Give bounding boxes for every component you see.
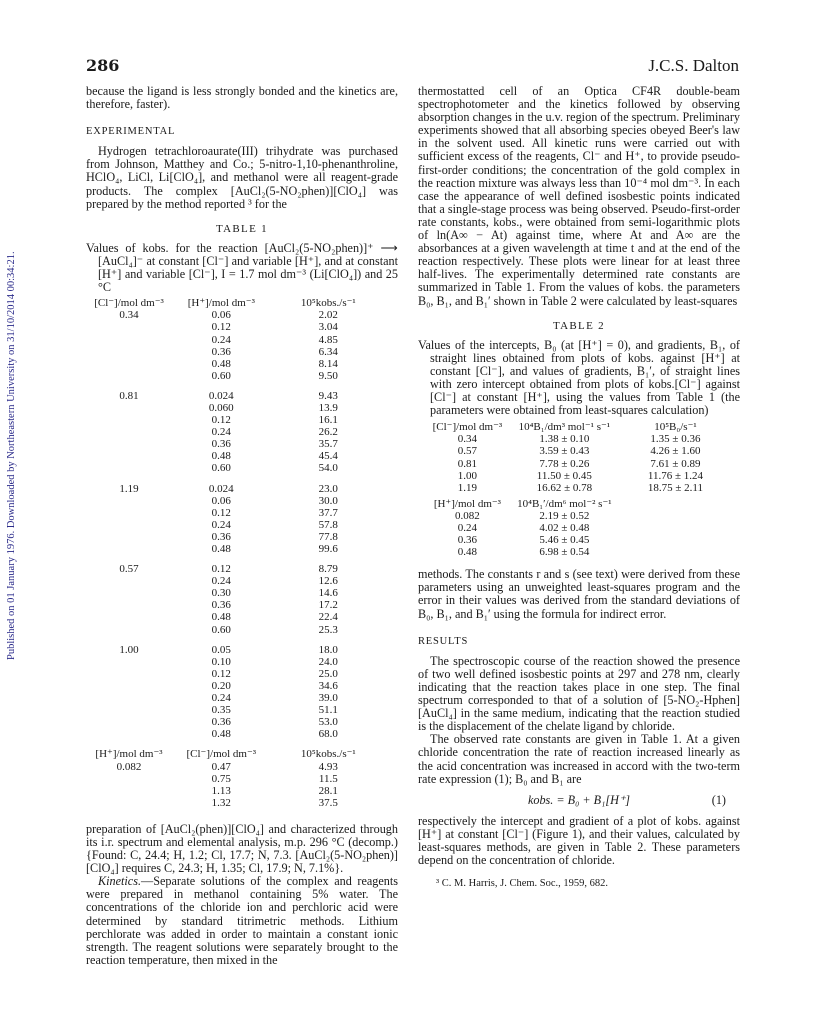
- table-row: [86, 555, 386, 575]
- table2-cell-h: 0.082: [455, 509, 480, 522]
- table1-cell-cl: 1.00: [119, 643, 139, 656]
- table1: [86, 297, 386, 809]
- table1-cell-cl2: 1.32: [211, 796, 231, 809]
- results-paragraph-3: respectively the intercept and gradient of a plot of kobs. against [H⁺] at constant [Cl⁻] (Figure 1), and their values, calculated by least-squares methods, are given in Table 2. These parameters depend on the concentration of chloride.: [418, 813, 740, 868]
- table1-header-kobs: 10⁵kobs./s⁻¹: [300, 297, 356, 310]
- table2-header-cl: [Cl⁻]/mol dm⁻³: [432, 421, 503, 434]
- table2-cell-cl: 0.81: [457, 457, 478, 470]
- table1-cell-cl: 0.57: [119, 563, 139, 576]
- table-row: [86, 426, 386, 438]
- table1-body: [86, 309, 386, 740]
- table1-cell-cl: [86, 728, 172, 740]
- table1-cell-h: 0.36: [211, 345, 231, 358]
- table-row: [86, 599, 386, 611]
- table1-cell-h: 0.06: [211, 494, 231, 507]
- table-row: [86, 680, 386, 692]
- table-row: [86, 716, 386, 728]
- table1-cell-cl2: 1.13: [211, 784, 231, 797]
- table-row: [426, 482, 731, 494]
- table1-cell-kobs: 9.43: [318, 389, 338, 402]
- table1-cell-h: 0.05: [211, 643, 231, 656]
- table1-cell-kobs: 34.6: [318, 679, 338, 692]
- table2-cell-h: 0.36: [457, 534, 478, 547]
- table2-header2-b1prime: 10⁴B₁′/dm⁶ mol⁻² s⁻¹: [517, 497, 612, 510]
- table2-body-b1prime: [426, 494, 731, 558]
- table2-cell-b0: 18.75 ± 2.11: [647, 481, 704, 494]
- table1-cell-cl: [86, 680, 172, 692]
- table1-cell-h: 0.36: [211, 438, 231, 451]
- results-paragraph-1: The spectroscopic course of the reaction showed the presence of two well defined isosbestic points at 297 and 278 nm, clearly indicating that the reaction takes place in one step. The final spectrum corresponded to that of a solution of [5-NO₂-Hphen][AuCl₄] in the same medium, indicating that the reaction studied is the displacement of the chelate ligand by chloride.: [418, 653, 740, 734]
- table2-cell-b1: 11.50 ± 0.45: [536, 469, 592, 482]
- table-row: [426, 445, 731, 457]
- table1-cell-kobs: 25.3: [318, 623, 338, 636]
- table-row: [86, 636, 386, 656]
- table1-cell-cl: [86, 414, 172, 426]
- table1-cell-cl: [86, 531, 172, 543]
- table1-cell-h: 0.24: [211, 575, 231, 588]
- table2: [426, 421, 731, 558]
- table-row: [86, 785, 386, 797]
- table1-cell-cl: [86, 587, 172, 599]
- table1-cell-cl: [86, 321, 172, 333]
- table-row: [426, 546, 731, 558]
- kinetics-text: —Separate solutions of the complex and reagents were prepared in methanol containing 5% water. The concentrations of the chloride ion and perchloric acid were determined by standard titrimetric methods. Lithium perchlorate was added in order to maintain a constant ionic strength. The reagent solutions were separately brought to the reaction temperature, then mixed in the: [86, 874, 398, 967]
- table1-cell-h: 0.60: [211, 623, 231, 636]
- table-row: [86, 402, 386, 414]
- table1-cell-kobs: 8.14: [318, 357, 338, 370]
- table1-cell-h2: 0.082: [116, 760, 142, 773]
- table2-cell-b1prime: 2.19 ± 0.52: [539, 509, 590, 522]
- download-notice[interactable]: Published on 01 January 1976. Downloaded by Northeastern University on 31/10/2014 00:34:21.: [6, 251, 17, 660]
- table-row: [86, 761, 386, 773]
- table1-cell-cl: [86, 450, 172, 462]
- download-watermark: [6, 190, 20, 660]
- table-row: [86, 321, 386, 333]
- table1-cell-cl: [86, 716, 172, 728]
- table2-title: TABLE 2: [553, 319, 605, 332]
- table1-cell-h: 0.024: [208, 482, 234, 495]
- table1-cell-cl: 0.34: [119, 309, 139, 322]
- table-row: [86, 531, 386, 543]
- table1-header2-h: [H⁺]/mol dm⁻³: [95, 748, 163, 761]
- experimental-paragraph-1: Hydrogen tetrachloroaurate(III) trihydrate was purchased from Johnson, Matthey and Co.; 5-nitro-1,10-phenanthroline, HClO₄, LiCl, Li[ClO₄], and methanol were all reagent-grade products. The complex [AuCl₂(5-NO₂phen)][ClO₄] was prepared by the method reported ³ for the: [86, 144, 398, 211]
- table1-cell-cl: [86, 692, 172, 704]
- table1-cell-cl: [86, 543, 172, 555]
- table1-cell-h2: [86, 773, 172, 785]
- table1-body-variable-chloride: [86, 740, 386, 808]
- table1-cell-h: 0.48: [211, 357, 231, 370]
- table1-cell-kobs: 13.9: [318, 401, 338, 414]
- left-column: [86, 85, 398, 967]
- table1-header2-kobs: 10⁵kobs./s⁻¹: [300, 748, 356, 761]
- table2-cell-b1: 16.62 ± 0.78: [536, 481, 593, 494]
- table-row: [86, 656, 386, 668]
- intro-paragraph: because the ligand is less strongly bonded and the kinetics are, therefore, faster).: [86, 84, 398, 112]
- table1-cell-h: 0.24: [211, 426, 231, 439]
- table1-cell-h: 0.60: [211, 369, 231, 382]
- table1-cell-cl: [86, 624, 172, 636]
- table2-header-b1: 10⁴B₁/dm³ mol⁻¹ s⁻¹: [518, 421, 611, 434]
- table1-cell-cl: [86, 611, 172, 623]
- section-heading-experimental: EXPERIMENTAL: [86, 126, 176, 138]
- experimental-paragraph-2: preparation of [AuCl₂(phen)][ClO₄] and characterized through its i.r. spectrum and elemental analysis, m.p. 296 °C (decomp.) {Found: C, 24.4; H, 1.2; Cl, 17.7; N, 7.3. [AuCl₂(5-NO₂phen)][ClO₄] requires C, 24.3; H, 1.35; Cl, 17.9; N, 7.1%}.: [86, 821, 398, 876]
- table2-body: [426, 433, 731, 493]
- table-row: [86, 587, 386, 599]
- page-number: 286: [86, 56, 120, 75]
- table1-cell-kobs: 99.6: [318, 543, 338, 555]
- table1-cell-kobs: 54.0: [318, 462, 338, 475]
- table1-cell-kobs: 3.04: [318, 321, 338, 334]
- table-row: [86, 624, 386, 636]
- table1-cell-kobs: 57.8: [318, 518, 338, 531]
- table-row: [86, 704, 386, 716]
- table1-cell-cl: 0.81: [119, 389, 139, 402]
- table1-cell-h: 0.24: [211, 333, 231, 346]
- table1-cell-h: 0.48: [211, 728, 231, 741]
- table1-header-row: [86, 297, 386, 309]
- table-row: [426, 470, 731, 482]
- table1-cell-kobs: 14.6: [318, 587, 338, 600]
- table1-header-h: [H⁺]/mol dm⁻³: [187, 297, 255, 310]
- table1-cell-h: 0.30: [211, 587, 231, 600]
- table1-cell-kobs: 68.0: [318, 728, 338, 741]
- table1-cell-h: 0.24: [211, 692, 231, 705]
- table1-cell-cl: 1.19: [119, 482, 139, 495]
- table-row: [86, 495, 386, 507]
- table2-cell-b0: 7.61 ± 0.89: [650, 457, 701, 470]
- results-paragraph-2: The observed rate constants are given in Table 1. At a given chloride concentration the rate of reaction increased linearly as the acid concentration was increased in accord with the two-term rate expression (1); B₀ and B₁ are: [418, 732, 740, 786]
- table1-cell-kobs: 8.79: [318, 563, 338, 576]
- table1-cell-kobs: 77.8: [318, 530, 338, 543]
- table-row: [426, 534, 731, 546]
- table2-cell-b0: 4.26 ± 1.60: [650, 445, 701, 458]
- table1-cell-h: 0.35: [211, 704, 231, 717]
- table1-cell-h: 0.48: [211, 450, 231, 463]
- table2-cell-h: 0.48: [457, 546, 478, 559]
- table1-cell-cl: [86, 438, 172, 450]
- table1-cell-cl: [86, 668, 172, 680]
- table2-cell-cl: 0.34: [457, 433, 478, 446]
- table-row: [86, 382, 386, 402]
- table1-cell-h: 0.12: [211, 667, 231, 680]
- table-row: [86, 519, 386, 531]
- table1-cell-kobs: 25.0: [318, 667, 338, 680]
- table-row: [86, 475, 386, 495]
- table1-title: TABLE 1: [216, 222, 268, 235]
- table-row: [86, 462, 386, 474]
- table1-cell-h: 0.48: [211, 611, 231, 624]
- table1-cell-h2: [86, 785, 172, 797]
- table1-cell-kobs: 37.7: [318, 506, 338, 519]
- table1-cell-cl: [86, 599, 172, 611]
- table1-cell-kobs: 51.1: [318, 704, 338, 717]
- table-row: [86, 334, 386, 346]
- table1-header2-cl: [Cl⁻]/mol dm⁻³: [186, 748, 257, 761]
- table1-header-cl: [Cl⁻]/mol dm⁻³: [94, 297, 164, 310]
- table1-cell-kobs: 30.0: [318, 494, 338, 507]
- table2-cell-b0: 1.35 ± 0.36: [650, 433, 701, 446]
- table1-cell-cl: [86, 402, 172, 414]
- table-row: [86, 773, 386, 785]
- table2-caption: Values of the intercepts, B₀ (at [H⁺] = 0), and gradients, B₁, of straight lines obtained from plots of kobs. against [H⁺] at constant [Cl⁻], and values of gradients, B₁′, of straight lines with zero intercept obtained from plots of kobs.[Cl⁻] against [Cl⁻] at constant [H⁺], using the values from Table 1 (the parameters were obtained from least-squares calculation): [418, 337, 740, 418]
- table-row: [86, 358, 386, 370]
- table1-cell-h: 0.12: [211, 321, 231, 334]
- table2-cell-h: 0.24: [457, 522, 478, 534]
- table2-cell-cl: 1.00: [457, 469, 478, 482]
- table1-cell-kobs: 45.4: [318, 450, 338, 463]
- table1-cell-h: 0.06: [211, 309, 231, 322]
- methods-paragraph-2: methods. The constants r and s (see text) were derived from these parameters using an unweighted least-squares program and the error in their values was derived from the standard deviations of B₀, B₁, and B₁′ using the formula for indirect error.: [418, 567, 740, 621]
- table-row: [86, 611, 386, 623]
- table1-cell-h: 0.36: [211, 599, 231, 612]
- table-row: [86, 507, 386, 519]
- methods-paragraph: thermostatted cell of an Optica CF4R double-beam spectrophotometer and the kinetics followed by observing absorption changes in the u.v. region of the spectrum. Preliminary experiments showed that all absorbing species obeyed Beer's law in the solvent used. All kinetic runs were carried out with sufficient excess of the reagents, Cl⁻ and H⁺, to provide pseudo-first-order conditions; the concentration of the gold complex in the reaction mixture was always less than 10⁻⁴ mol dm⁻³. In each case the appearance of well defined isosbestic points indicated that a single-stage process was being observed. Pseudo-first-order rate constants, kobs., were obtained from semi-logarithmic plots of ln(A∞ − At) against time, where At and A∞ are the absorbances at a given wavelength at time t and at the end of the reaction respectively. These plots were linear for at least three half-lives. The experimentally determined rate constants are summarized in Table 1. From the values of kobs. the parameters B₀, B₁, and B₁′ shown in Table 2 were calculated by least-squares: [418, 84, 740, 308]
- table1-cell-cl: [86, 704, 172, 716]
- table1-cell-cl: [86, 358, 172, 370]
- table-row: [86, 309, 386, 321]
- table1-cell-cl: [86, 519, 172, 531]
- table-row: [86, 728, 386, 740]
- table1-cell-kobs: 16.1: [318, 414, 338, 427]
- table2-cell-b1: 3.59 ± 0.43: [539, 445, 590, 458]
- table1-cell-h: 0.12: [211, 563, 231, 576]
- table2-cell-b1prime: 6.98 ± 0.54: [539, 546, 590, 559]
- table1-cell-cl: [86, 656, 172, 668]
- table1-cell-cl: [86, 370, 172, 382]
- table-row: [86, 668, 386, 680]
- table2-cell-b1: 1.38 ± 0.10: [539, 433, 590, 446]
- table1-cell-kobs2: 4.93: [318, 760, 338, 773]
- table1-cell-cl: [86, 462, 172, 474]
- footnote-reference: ³ C. M. Harris, J. Chem. Soc., 1959, 682.: [436, 878, 609, 890]
- table1-header-row-2: [86, 740, 386, 760]
- table1-cell-h2: [86, 797, 172, 809]
- table1-cell-kobs: 18.0: [318, 643, 338, 656]
- table1-cell-kobs2: 11.5: [318, 772, 338, 785]
- right-column: [418, 85, 740, 890]
- table-row: [86, 692, 386, 704]
- table2-cell-cl: 1.19: [457, 481, 478, 494]
- table1-cell-kobs: 23.0: [318, 482, 338, 495]
- table1-cell-kobs: 6.34: [318, 345, 338, 358]
- table1-cell-kobs: 17.2: [318, 599, 338, 612]
- table-row: [86, 543, 386, 555]
- table1-cell-kobs: 2.02: [318, 309, 338, 322]
- table2-cell-b1: 7.78 ± 0.26: [539, 457, 590, 470]
- rate-equation: [418, 794, 740, 807]
- table1-cell-h: 0.20: [211, 679, 231, 692]
- table1-cell-h: 0.060: [208, 401, 234, 414]
- table1-cell-kobs: 9.50: [318, 369, 338, 382]
- table2-cell-b1prime: 5.46 ± 0.45: [539, 534, 590, 547]
- equation-number: (1): [711, 792, 726, 807]
- table2-cell-b1prime: 4.02 ± 0.48: [539, 522, 590, 534]
- table-row: [86, 450, 386, 462]
- table2-header2-h: [H⁺]/mol dm⁻³: [433, 497, 501, 510]
- table-row: [86, 575, 386, 587]
- table1-cell-kobs: 12.6: [318, 575, 338, 588]
- table1-cell-h: 0.60: [211, 462, 231, 475]
- table1-cell-cl: [86, 346, 172, 358]
- table1-cell-h: 0.24: [211, 518, 231, 531]
- table1-cell-kobs2: 37.5: [318, 796, 338, 809]
- table1-cell-kobs: 26.2: [318, 426, 338, 439]
- table1-cell-h: 0.12: [211, 414, 231, 427]
- table1-cell-h: 0.12: [211, 506, 231, 519]
- table-row: [86, 346, 386, 358]
- table-row: [86, 370, 386, 382]
- section-heading-results: RESULTS: [418, 635, 469, 647]
- table2-header-row: [426, 421, 731, 433]
- table-row: [86, 414, 386, 426]
- table2-header-b0: 10⁵B₀/s⁻¹: [654, 421, 697, 434]
- table1-cell-cl: [86, 507, 172, 519]
- table-row: [426, 522, 731, 534]
- table1-cell-cl: [86, 426, 172, 438]
- table-row: [426, 433, 731, 445]
- table1-caption: Values of kobs. for the reaction [AuCl₂(5-NO₂phen)]⁺ ⟶ [AuCl₄]⁻ at constant [Cl⁻] and variable [H⁺], and at constant [H⁺] and variable [Cl⁻], I = 1.7 mol dm⁻³ (Li[ClO₄]) and 25 °C: [86, 240, 398, 295]
- table-row: [426, 510, 731, 522]
- table1-cell-h: 0.10: [211, 655, 231, 668]
- table2-cell-b0: 11.76 ± 1.24: [647, 469, 704, 482]
- table-row: [86, 438, 386, 450]
- table1-cell-cl: [86, 575, 172, 587]
- table1-cell-cl2: 0.75: [211, 772, 231, 785]
- table-row: [426, 458, 731, 470]
- journal-title: J.C.S. Dalton: [648, 56, 739, 75]
- table1-cell-kobs: 22.4: [318, 611, 338, 624]
- table1-cell-kobs2: 28.1: [318, 784, 338, 797]
- table1-cell-kobs: 39.0: [318, 692, 338, 705]
- table1-cell-h: 0.48: [211, 543, 231, 555]
- table1-cell-h: 0.024: [208, 389, 234, 402]
- equation-text: kobs. = B₀ + B₁[H⁺]: [527, 792, 631, 807]
- table1-cell-kobs: 35.7: [318, 438, 338, 451]
- table1-cell-kobs: 4.85: [318, 333, 338, 346]
- table-row: [86, 797, 386, 809]
- table1-cell-cl: [86, 334, 172, 346]
- kinetics-paragraph: [86, 875, 398, 967]
- table2-cell-cl: 0.57: [457, 445, 478, 458]
- kinetics-lead: Kinetics.: [98, 874, 141, 889]
- table1-cell-kobs: 24.0: [318, 655, 338, 668]
- table2-header-row-2: [426, 494, 731, 510]
- table1-cell-h: 0.36: [211, 530, 231, 543]
- table1-cell-cl: [86, 495, 172, 507]
- table1-cell-h: 0.36: [211, 716, 231, 729]
- table1-cell-cl2: 0.47: [211, 760, 231, 773]
- table1-cell-kobs: 53.0: [318, 716, 338, 729]
